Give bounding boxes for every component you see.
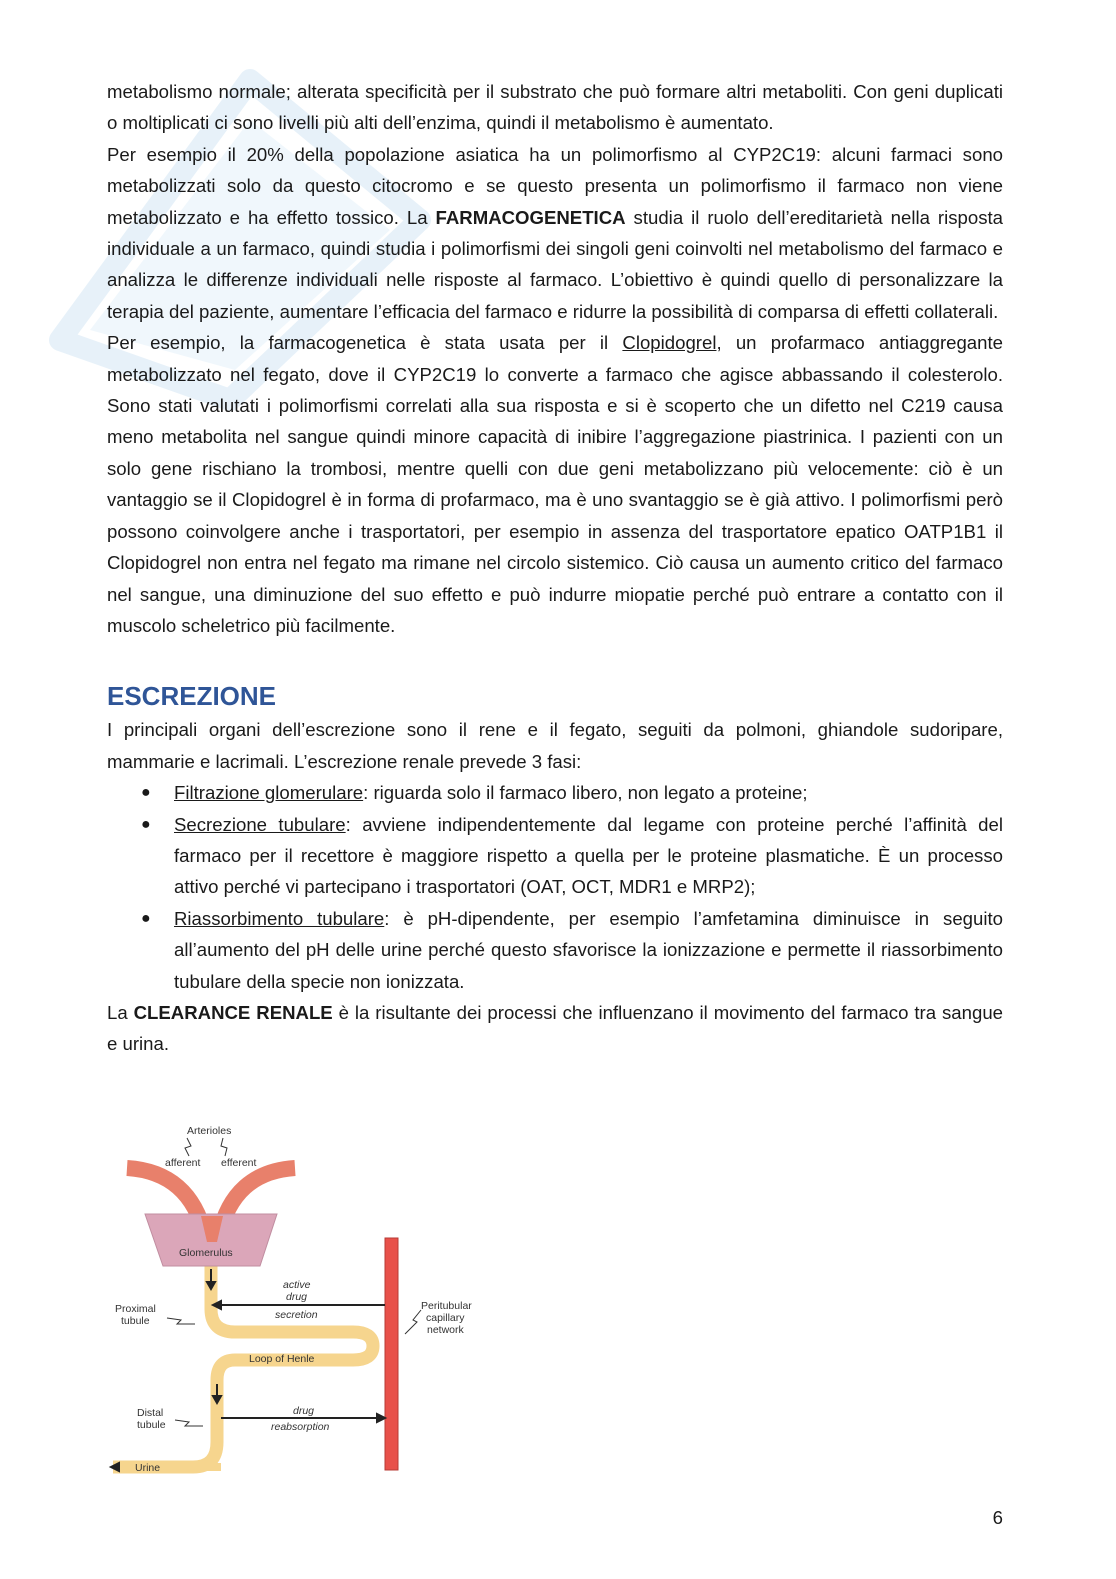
list-item (107, 777, 1003, 808)
label-arterioles: Arterioles (187, 1125, 232, 1137)
urine-arrowhead (111, 1463, 119, 1471)
bullet-icon: ● (141, 784, 151, 802)
list-item (107, 903, 1003, 997)
label-efferent: efferent (221, 1157, 257, 1169)
peritubular-capillary (385, 1238, 398, 1470)
paragraph-text: è la risultante dei processi che influenzano il movimento del farmaco tra sangue e urina. (107, 1001, 1003, 1055)
term-clearance-renale: CLEARANCE RENALE (133, 1001, 333, 1023)
list-item-text: : è pH-dipendente, per esempio l’amfetamina diminuisce in seguito all’aumento del pH delle urine perché questo sfavorisce la ionizzazione e permette il riassorbimento tubulare della specie non ionizzata. (174, 907, 1003, 992)
list-item (107, 809, 1003, 903)
paragraph-text: studia il ruolo dell’ereditarietà nella risposta individuale a un farmaco, quindi studia i polimorfismi dei singoli geni coinvolti nel metabolismo del farmaco e analizza le differenze individuali nelle risposte al farmaco. L’obiettivo è quindi quello di personalizzare la terapia del paziente, aumentare l’efficacia del farmaco e ridurre la possibilità di comparsa di effetti collaterali. (107, 206, 1003, 322)
label-afferent: afferent (165, 1157, 201, 1169)
list-item-text: : riguarda solo il farmaco libero, non legato a proteine; (363, 782, 808, 804)
label-proximal-1: Proximal (115, 1303, 156, 1315)
label-secretion-3: secretion (275, 1309, 318, 1321)
paragraph-text: Per esempio il 20% della popolazione asiatica ha un polimorfismo al CYP2C19: alcuni farmaci sono metabolizzati solo da questo citocromo e se questo presenta un polimorfismo il farmaco non viene metabolizzato e ha effetto tossico. La (107, 143, 1003, 228)
list-item-term: Riassorbimento tubulare (174, 907, 385, 929)
paragraph-clearance (107, 997, 1003, 1060)
term-clopidogrel: Clopidogrel (622, 332, 717, 354)
tubule (113, 1264, 373, 1467)
paragraph-text: , un profarmaco antiaggregante metabolizzato nel fegato, dove il CYP2C19 lo converte a farmaco che agisce abbassando il colesterolo. Sono stati valutati i polimorfismi correlati alla sua risposta e si è scoperto che un difetto nel C219 causa meno metabolita nel sangue quindi minore capacità di inibire l’aggregazione piastrinica. I pazienti con un solo gene rischiano la trombosi, mentre quelli con due geni metabolizzano più velocemente: ciò è un vantaggio se il Clopidogrel è in forma di profarmaco, ma è uno svantaggio se è già attivo. I polimorfismi però possono coinvolgere anche i trasportatori, per esempio in assenza del trasportatore epatico OATP1B1 il Clopidogrel non entra nel fegato ma rimane nel circolo sistemico. Ciò causa un aumento critico del farmaco nel sangue, una diminuzione del suo effetto e può indurre miopatie perché può entrare a contatto con il muscolo scheletrico più facilmente. (107, 332, 1004, 636)
arterioles-leader (185, 1138, 191, 1156)
bullet-icon: ● (141, 815, 151, 833)
arterioles-leader (221, 1138, 227, 1156)
page-number: 6 (992, 1507, 1003, 1528)
paragraph-excretion-intro: I principali organi dell’escrezione sono il rene e il fegato, seguiti da polmoni, ghiandole sudoripare, mammarie e lacrimali. L’escrezione renale prevede 3 fasi: (107, 719, 1003, 772)
label-distal-2: tubule (137, 1419, 166, 1431)
peritubular-leader (405, 1310, 421, 1334)
paragraph-pharmacogenetics (107, 139, 1003, 327)
label-peritubular-3: network (427, 1324, 464, 1336)
label-glomerulus: Glomerulus (179, 1247, 233, 1259)
term-farmacogenetica: FARMACOGENETICA (435, 206, 626, 228)
list-item-text: : avviene indipendentemente dal legame con proteine perché l’affinità del farmaco per il recettore è maggiore rispetto a quella per le proteine plasmatiche. È un processo attivo perché vi partecipano i trasportatori (OAT, OCT, MDR1 e MRP2); (174, 813, 1003, 898)
label-secretion-2: drug (286, 1291, 308, 1303)
list-item-term: Filtrazione glomerulare (174, 782, 364, 804)
label-proximal-2: tubule (121, 1315, 150, 1327)
distal-leader (175, 1420, 203, 1426)
paragraph-text: La (107, 1001, 134, 1023)
bullet-icon: ● (141, 909, 151, 927)
label-secretion-1: active (283, 1279, 311, 1291)
label-reabsorption-2: reabsorption (271, 1421, 330, 1433)
reabsorption-arrowhead (377, 1414, 385, 1422)
nephron-diagram (105, 1124, 505, 1479)
proximal-leader (167, 1318, 195, 1324)
list-item-term: Secrezione tubulare (174, 813, 346, 835)
nephron-diagram-svg (105, 1124, 505, 1479)
label-distal-1: Distal (137, 1407, 164, 1419)
paragraph-clopidogrel (107, 327, 1003, 641)
label-urine: Urine (135, 1462, 161, 1474)
label-reabsorption-1: drug (293, 1405, 315, 1417)
section-heading: ESCREZIONE (107, 681, 277, 712)
body-text (107, 76, 1003, 1060)
label-loop-of-henle: Loop of Henle (249, 1353, 315, 1365)
paragraph-metabolism: metabolismo normale; alterata specificità per il substrato che può formare altri metaboliti. Con geni duplicati o moltiplicati ci sono livelli più alti dell’enzima, quindi il metabolismo è aumentato. (107, 81, 1003, 134)
label-peritubular-1: Peritubular (421, 1300, 472, 1312)
label-peritubular-2: capillary (426, 1312, 465, 1324)
excretion-phases-list (107, 777, 1003, 997)
paragraph-text: Per esempio, la farmacogenetica è stata usata per il (107, 332, 623, 354)
